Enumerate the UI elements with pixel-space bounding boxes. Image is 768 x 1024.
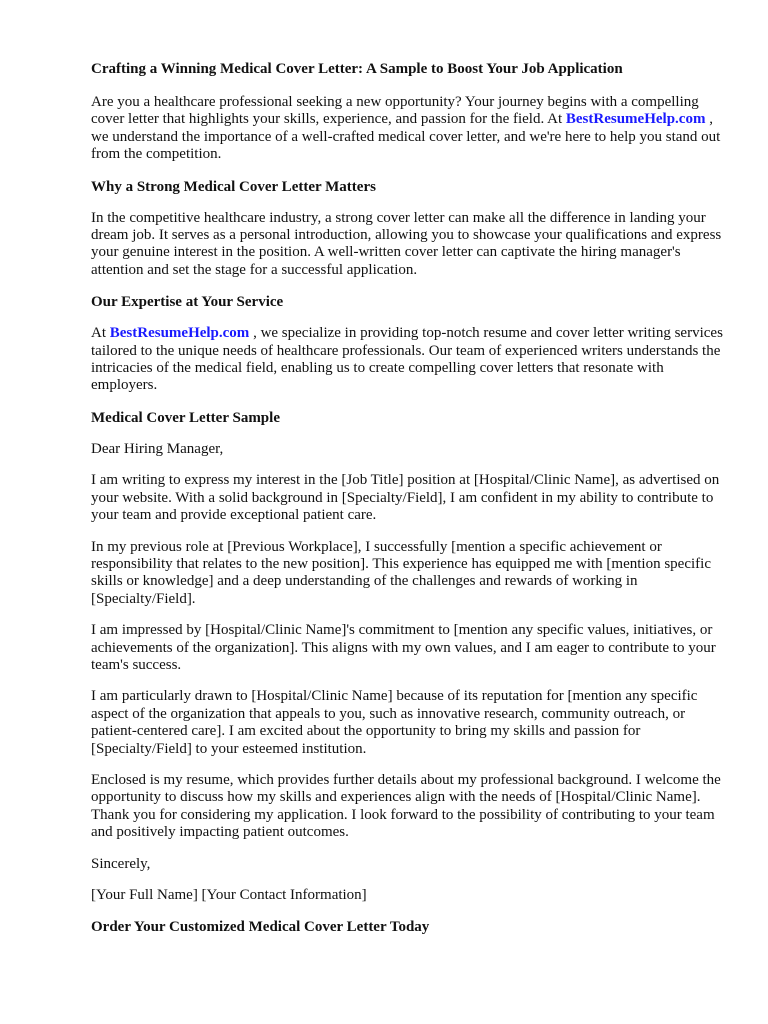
- sample-heading: Medical Cover Letter Sample: [91, 409, 280, 426]
- document-title: Crafting a Winning Medical Cover Letter: A Sample to Boost Your Job Application: [91, 61, 623, 77]
- intro-paragraph: [91, 94, 728, 164]
- expertise-text-end: , we specialize in providing top-notch resume and cover letter writing services tailored to the unique needs of healthcare professionals. Our team of experienced writers understands the intricacies of the medical field, enabling us to create compelling cover letters that resonate with employers.: [91, 325, 723, 394]
- letter-paragraph: I am writing to express my interest in the [Job Title] position at [Hospital/Clinic Name], as advertised on your website. With a solid background in [Specialty/Field], I am confident in my ability to contribute to your team and provide exceptional patient care.: [91, 472, 720, 524]
- letter-signature: [Your Full Name] [Your Contact Information]: [91, 887, 367, 903]
- why-paragraph: In the competitive healthcare industry, a strong cover letter can make all the difference in landing your dream job. It serves as a personal introduction, allowing you to showcase your qualifications and express your genuine interest in the position. A well-written cover letter can captivate the hiring manager's attention and set the stage for a successful application.: [91, 209, 722, 278]
- bestresumehelp-link[interactable]: BestResumeHelp.com: [565, 111, 706, 128]
- letter-paragraph: I am impressed by [Hospital/Clinic Name]'s commitment to [mention any specific values, initiatives, or achievements of the organization]. This aligns with my own values, and I am eager to contribute to your team's success.: [91, 622, 716, 673]
- document-content: [91, 60, 728, 936]
- letter-paragraph: Enclosed is my resume, which provides further details about my professional background. I welcome the opportunity to discuss how my skills and experiences align with the needs of [Hospital/Clinic Name]. Thank you for considering my application. I look forward to the possibility of contributing to your team and positively impacting patient outcomes.: [91, 771, 721, 841]
- intro-text-end: , we understand the importance of a well-crafted medical cover letter, and we're here to help you stand out from the competition.: [91, 111, 721, 163]
- expertise-paragraph: [91, 325, 728, 395]
- letter-closing: Sincerely,: [91, 855, 151, 872]
- why-heading: Why a Strong Medical Cover Letter Matters: [91, 178, 376, 195]
- intro-text-start: Are you a healthcare professional seeking a new opportunity? Your journey begins with a compelling cover letter that highlights your skills, experience, and passion for the field. At: [91, 94, 699, 128]
- letter-paragraph: I am particularly drawn to [Hospital/Clinic Name] because of its reputation for [mention any specific aspect of the organization that appeals to you, such as innovative research, community outreach, or patient-centered care]. I am excited about the opportunity to bring my skills and passion for [Specialty/Field] to your esteemed institution.: [91, 688, 698, 757]
- expertise-text-start: At: [91, 325, 110, 342]
- order-heading: Order Your Customized Medical Cover Letter Today: [91, 919, 430, 936]
- bestresumehelp-link-2[interactable]: BestResumeHelp.com: [109, 325, 250, 342]
- expertise-heading: Our Expertise at Your Service: [91, 294, 284, 311]
- letter-salutation: Dear Hiring Manager,: [91, 440, 224, 457]
- letter-paragraph: In my previous role at [Previous Workplace], I successfully [mention a specific achievement or responsibility that relates to the new position]. This experience has equipped me with [mention specific skills or knowledge] and a deep understanding of the challenges and rewards of working in [Specialty/Field].: [91, 538, 711, 607]
